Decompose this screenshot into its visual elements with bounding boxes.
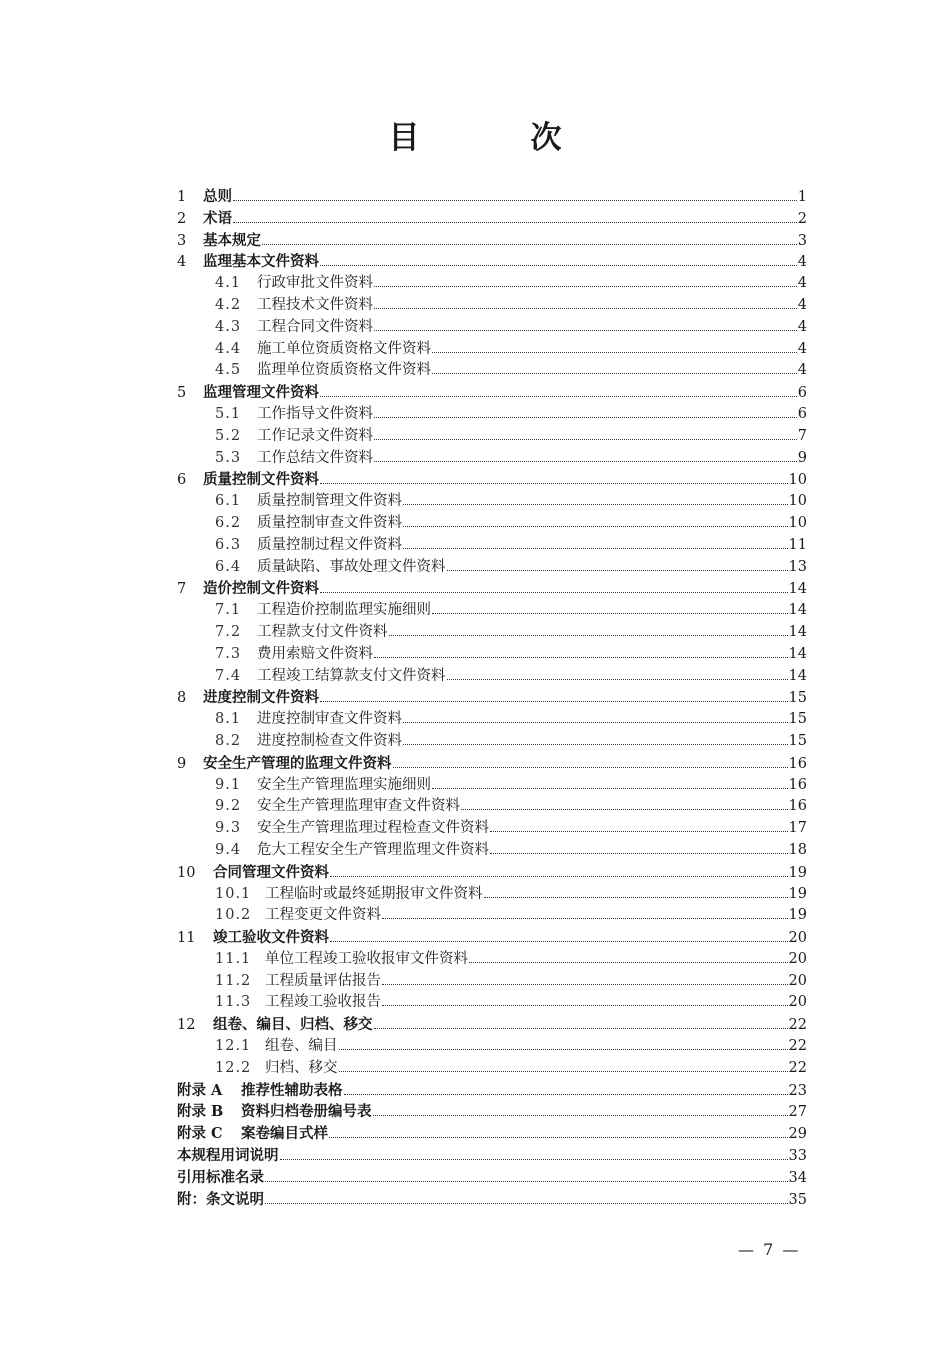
toc-title: 安全生产管理的监理文件资料 (203, 754, 392, 772)
toc-number: 10.2 (215, 907, 252, 924)
toc-page-number: 13 (788, 558, 807, 575)
toc-title: 基本规定 (203, 231, 261, 249)
toc-page-number: 20 (788, 994, 807, 1011)
dot-leader (403, 526, 788, 527)
toc-page-number: 34 (788, 1169, 807, 1186)
dot-leader (330, 876, 788, 877)
toc-page-number: 15 (788, 732, 807, 749)
toc-number: 5.1 (215, 405, 242, 422)
toc-page-number: 22 (788, 1017, 807, 1034)
toc-number: 附录 C (177, 1125, 223, 1143)
toc-page-number: 4 (797, 296, 807, 313)
toc-title: 监理单位资质资格文件资料 (257, 362, 431, 379)
toc-title: 行政审批文件资料 (257, 275, 373, 292)
toc-page-number: 14 (788, 623, 807, 640)
toc-number: 7.3 (215, 645, 242, 662)
toc-page-number: 4 (797, 340, 807, 357)
toc-title: 质量缺陷、事故处理文件资料 (257, 558, 446, 575)
toc-subsection-row[interactable] (177, 404, 807, 426)
toc-subsection-row[interactable] (177, 971, 807, 993)
toc-subsection-row[interactable] (177, 295, 807, 317)
toc-page-number: 20 (788, 972, 807, 989)
toc-page-number: 20 (788, 950, 807, 967)
toc-page-number: 27 (788, 1104, 807, 1121)
toc-page-number: 4 (797, 275, 807, 292)
toc-section-row[interactable] (177, 469, 807, 491)
toc-section-row[interactable] (177, 382, 807, 404)
toc-number: 附录 B (177, 1103, 224, 1121)
toc-title: 组卷、编目、归档、移交 (213, 1016, 373, 1034)
dot-leader (320, 701, 788, 702)
toc-subsection-row[interactable] (177, 949, 807, 971)
toc-number: 8 (177, 690, 187, 707)
toc-page-number: 19 (788, 864, 807, 881)
dot-leader (382, 984, 788, 985)
dot-leader (374, 1028, 788, 1029)
toc-number: 11 (177, 930, 196, 947)
toc-section-row[interactable] (177, 208, 807, 230)
toc-number: 4.5 (215, 362, 242, 379)
toc-section-row[interactable] (177, 186, 807, 208)
toc-subsection-row[interactable] (177, 884, 807, 906)
toc-section-row[interactable] (177, 251, 807, 273)
toc-number: 12 (177, 1017, 196, 1034)
dot-leader (432, 352, 797, 353)
toc-page-number: 22 (788, 1059, 807, 1076)
dot-leader (447, 679, 788, 680)
toc-section-row[interactable] (177, 862, 807, 884)
toc-title: 进度控制检查文件资料 (257, 732, 402, 749)
dot-leader (393, 767, 788, 768)
toc-number: 7.4 (215, 667, 242, 684)
toc-title: 工程临时或最终延期报审文件资料 (265, 885, 483, 902)
dot-leader (262, 244, 797, 245)
toc-subsection-row[interactable] (177, 448, 807, 470)
toc-page-number: 17 (788, 820, 807, 837)
toc-title: 造价控制文件资料 (203, 580, 319, 598)
toc-section-row[interactable] (177, 1123, 807, 1145)
toc-number: 6.2 (215, 514, 242, 531)
toc-title: 本规程用词说明 (177, 1147, 279, 1165)
toc-number: 8.1 (215, 711, 242, 728)
toc-title: 监理管理文件资料 (203, 384, 319, 402)
toc-number: 9.4 (215, 841, 242, 858)
toc-subsection-row[interactable] (177, 775, 807, 797)
dot-leader (320, 592, 788, 593)
toc-number: 11.3 (215, 994, 252, 1011)
toc-number: 6.1 (215, 493, 242, 510)
dot-leader (339, 1071, 788, 1072)
dot-leader (280, 1159, 788, 1160)
toc-page-number: 4 (797, 254, 807, 271)
dot-leader (461, 809, 788, 810)
dot-leader (374, 461, 797, 462)
toc-number: 1 (177, 189, 187, 205)
toc-title: 推荐性辅助表格 (241, 1081, 343, 1099)
toc-subsection-row[interactable] (177, 622, 807, 644)
toc-section-row[interactable] (177, 230, 807, 252)
toc-number: 5.2 (215, 427, 242, 444)
dot-leader (233, 200, 797, 201)
toc-number: 4.1 (215, 275, 242, 292)
toc-subsection-row[interactable] (177, 731, 807, 753)
toc-number: 7.1 (215, 602, 242, 619)
dot-leader (374, 286, 797, 287)
dot-leader (374, 439, 797, 440)
toc-page-number: 7 (797, 427, 807, 444)
toc-number: 4.3 (215, 318, 242, 335)
toc-number: 9.1 (215, 776, 242, 793)
toc-subsection-row[interactable] (177, 339, 807, 361)
toc-page-number: 14 (788, 645, 807, 662)
toc-page-number: 18 (788, 841, 807, 858)
toc-number: 7 (177, 581, 187, 598)
dot-leader (265, 1203, 788, 1204)
toc-number: 3 (177, 232, 187, 249)
table-of-contents (177, 186, 807, 1210)
toc-title: 质量控制管理文件资料 (257, 493, 402, 510)
toc-page-number: 14 (788, 581, 807, 598)
dot-leader (320, 483, 788, 484)
toc-number: 附录 A (177, 1081, 223, 1099)
toc-section-row[interactable] (177, 1145, 807, 1167)
dot-leader (432, 613, 788, 614)
toc-title: 工程合同文件资料 (257, 318, 373, 335)
toc-number: 12.1 (215, 1038, 252, 1055)
toc-section-row[interactable] (177, 1101, 807, 1123)
toc-page-number: 16 (788, 798, 807, 815)
toc-title: 进度控制审查文件资料 (257, 711, 402, 728)
dot-leader (374, 330, 797, 331)
dot-leader (403, 504, 788, 505)
dot-leader (432, 373, 797, 374)
toc-title: 附：条文说明 (177, 1190, 264, 1208)
toc-page-number: 6 (797, 385, 807, 402)
toc-subsection-row[interactable] (177, 666, 807, 688)
toc-page-number: 10 (788, 493, 807, 510)
dot-leader (339, 1049, 788, 1050)
toc-page-number: 9 (797, 449, 807, 466)
toc-subsection-row[interactable] (177, 992, 807, 1014)
toc-subsection-row[interactable] (177, 709, 807, 731)
toc-number: 12.2 (215, 1059, 252, 1076)
toc-page-number: 14 (788, 667, 807, 684)
toc-title: 工程质量评估报告 (265, 972, 381, 989)
dot-leader (330, 941, 788, 942)
toc-title: 工程款支付文件资料 (257, 623, 388, 640)
dot-leader (265, 1181, 788, 1182)
toc-title: 术语 (203, 209, 232, 227)
dot-leader (469, 962, 788, 963)
toc-title: 质量控制审查文件资料 (257, 514, 402, 531)
dot-leader (329, 1137, 788, 1138)
toc-title: 总则 (203, 188, 232, 205)
toc-page-number: 10 (788, 472, 807, 489)
toc-subsection-row[interactable] (177, 535, 807, 557)
toc-title: 质量控制过程文件资料 (257, 536, 402, 553)
toc-subsection-row[interactable] (177, 840, 807, 862)
toc-page-number: 22 (788, 1038, 807, 1055)
toc-subsection-row[interactable] (177, 317, 807, 339)
dot-leader (490, 831, 788, 832)
toc-number: 10 (177, 864, 196, 881)
toc-page-number: 1 (797, 189, 807, 205)
dot-leader (403, 744, 788, 745)
toc-number: 4.4 (215, 340, 242, 357)
toc-title: 监理基本文件资料 (203, 253, 319, 271)
toc-subsection-row[interactable] (177, 796, 807, 818)
toc-title: 单位工程竣工验收报审文件资料 (265, 950, 468, 967)
toc-title: 安全生产管理监理审查文件资料 (257, 798, 460, 815)
dot-leader (447, 570, 788, 571)
toc-number: 6.4 (215, 558, 242, 575)
toc-page-number: 2 (797, 210, 807, 227)
toc-section-row[interactable] (177, 1080, 807, 1102)
toc-number: 4 (177, 254, 187, 271)
page-number: — 7 — (738, 1240, 801, 1259)
toc-page-number: 14 (788, 602, 807, 619)
toc-page-number: 11 (788, 536, 807, 553)
toc-title: 资料归档卷册编号表 (241, 1103, 372, 1121)
toc-title: 工程技术文件资料 (257, 296, 373, 313)
toc-page-number: 23 (788, 1082, 807, 1099)
toc-title: 工作总结文件资料 (257, 449, 373, 466)
toc-page-number: 16 (788, 776, 807, 793)
toc-title: 案卷编目式样 (241, 1125, 328, 1143)
toc-section-row[interactable] (177, 687, 807, 709)
dot-leader (382, 1005, 788, 1006)
toc-subsection-row[interactable] (177, 360, 807, 382)
dot-leader (484, 897, 788, 898)
dot-leader (373, 1115, 788, 1116)
toc-title: 安全生产管理监理实施细则 (257, 776, 431, 793)
dot-leader (374, 308, 797, 309)
toc-title: 工程竣工结算款支付文件资料 (257, 667, 446, 684)
dot-leader (233, 222, 797, 223)
toc-number: 5.3 (215, 449, 242, 466)
toc-title: 组卷、编目 (265, 1038, 338, 1055)
toc-subsection-row[interactable] (177, 1036, 807, 1058)
dot-leader (403, 722, 788, 723)
toc-subsection-row[interactable] (177, 818, 807, 840)
dot-leader (320, 396, 797, 397)
toc-page-number: 3 (797, 232, 807, 249)
toc-subsection-row[interactable] (177, 513, 807, 535)
toc-section-row[interactable] (177, 1167, 807, 1189)
toc-title: 工程变更文件资料 (265, 907, 381, 924)
toc-page-number: 19 (788, 885, 807, 902)
dot-leader (374, 657, 788, 658)
toc-page-number: 10 (788, 514, 807, 531)
toc-number: 10.1 (215, 885, 252, 902)
dot-leader (403, 548, 788, 549)
toc-number: 9.2 (215, 798, 242, 815)
toc-page-number: 15 (788, 690, 807, 707)
toc-page-number: 19 (788, 907, 807, 924)
dot-leader (320, 265, 797, 266)
toc-subsection-row[interactable] (177, 1058, 807, 1080)
toc-section-row[interactable] (177, 578, 807, 600)
toc-subsection-row[interactable] (177, 644, 807, 666)
toc-number: 4.2 (215, 296, 242, 313)
toc-number: 11.1 (215, 950, 252, 967)
toc-subsection-row[interactable] (177, 905, 807, 927)
toc-title: 工程造价控制监理实施细则 (257, 602, 431, 619)
toc-title: 引用标准名录 (177, 1168, 264, 1186)
toc-page-number: 6 (797, 405, 807, 422)
toc-number: 7.2 (215, 623, 242, 640)
toc-title: 合同管理文件资料 (213, 863, 329, 881)
toc-subsection-row[interactable] (177, 273, 807, 295)
toc-title: 工作记录文件资料 (257, 427, 373, 444)
toc-number: 8.2 (215, 732, 242, 749)
toc-page-number: 35 (788, 1191, 807, 1208)
toc-section-row[interactable] (177, 753, 807, 775)
toc-title: 费用索赔文件资料 (257, 645, 373, 662)
toc-subsection-row[interactable] (177, 600, 807, 622)
toc-title: 工作指导文件资料 (257, 405, 373, 422)
toc-page-number: 33 (788, 1148, 807, 1165)
toc-page-number: 16 (788, 755, 807, 772)
toc-title: 归档、移交 (265, 1059, 338, 1076)
toc-title: 危大工程安全生产管理监理文件资料 (257, 841, 489, 858)
dot-leader (490, 853, 788, 854)
toc-page-number: 4 (797, 362, 807, 379)
toc-page-number: 20 (788, 930, 807, 947)
toc-title: 安全生产管理监理过程检查文件资料 (257, 820, 489, 837)
toc-page-number: 15 (788, 711, 807, 728)
dot-leader (432, 788, 788, 789)
toc-subsection-row[interactable] (177, 426, 807, 448)
dot-leader (344, 1094, 788, 1095)
toc-number: 11.2 (215, 972, 252, 989)
toc-title: 工程竣工验收报告 (265, 994, 381, 1011)
toc-subsection-row[interactable] (177, 491, 807, 513)
toc-title: 施工单位资质资格文件资料 (257, 340, 431, 357)
page-title: 目 次 (388, 120, 602, 156)
toc-title: 质量控制文件资料 (203, 471, 319, 489)
toc-number: 9.3 (215, 820, 242, 837)
toc-number: 6.3 (215, 536, 242, 553)
toc-title: 竣工验收文件资料 (213, 929, 329, 947)
toc-section-row[interactable] (177, 1189, 807, 1211)
toc-section-row[interactable] (177, 927, 807, 949)
toc-number: 6 (177, 472, 187, 489)
toc-section-row[interactable] (177, 1014, 807, 1036)
dot-leader (389, 635, 788, 636)
toc-number: 5 (177, 385, 187, 402)
toc-number: 9 (177, 755, 187, 772)
toc-title: 进度控制文件资料 (203, 689, 319, 707)
toc-subsection-row[interactable] (177, 557, 807, 579)
toc-page-number: 4 (797, 318, 807, 335)
dot-leader (382, 918, 788, 919)
dot-leader (374, 417, 797, 418)
toc-number: 2 (177, 210, 187, 227)
toc-page-number: 29 (788, 1126, 807, 1143)
